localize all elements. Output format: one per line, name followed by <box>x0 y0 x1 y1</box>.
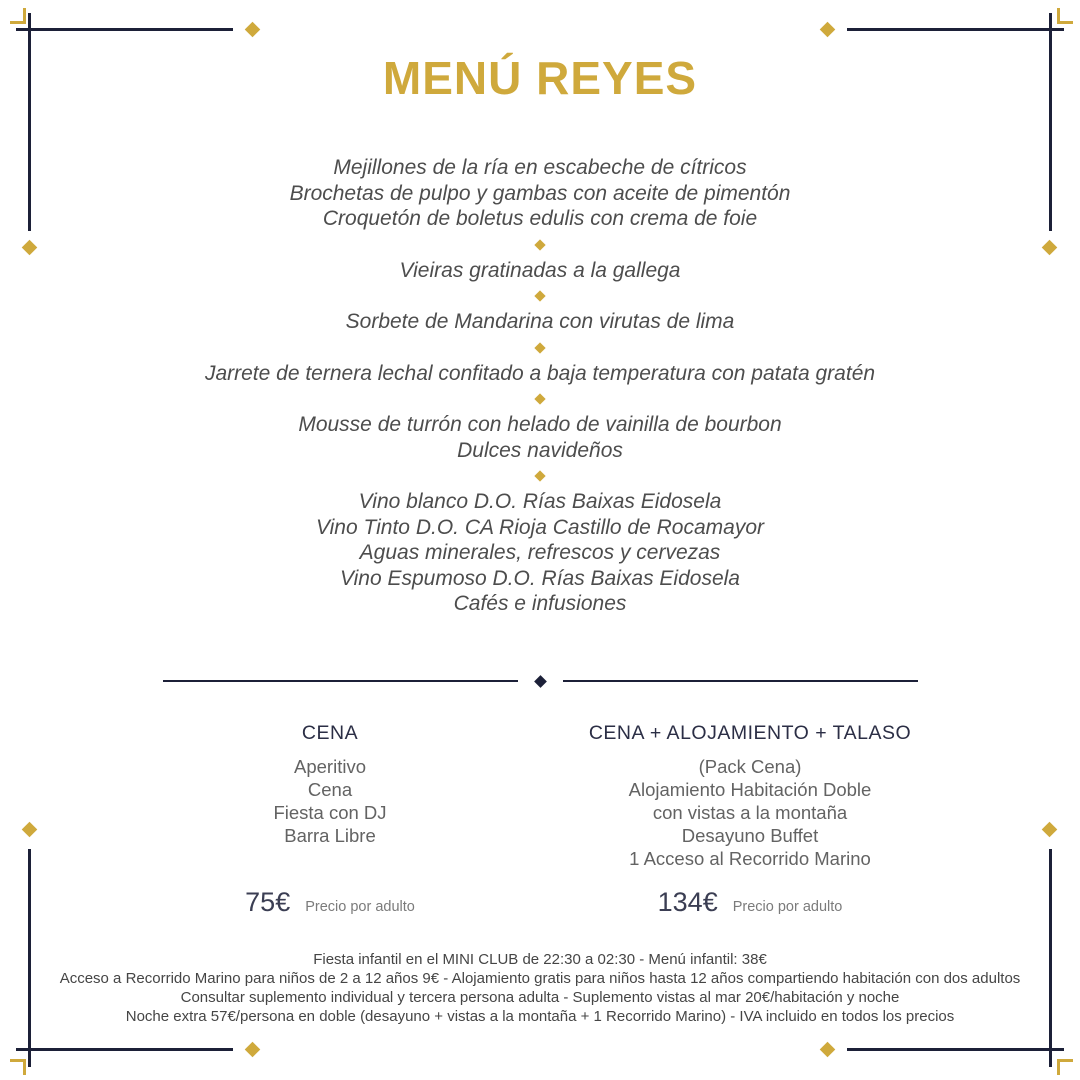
navy-diamond-icon <box>534 675 547 688</box>
page-title: MENÚ REYES <box>382 52 698 104</box>
package-item: Cena <box>307 778 353 800</box>
course-separator-diamond-icon <box>534 393 545 404</box>
course-block <box>0 489 1080 617</box>
footnote-line: Acceso a Recorrido Marino para niños de 2 a 12 años 9€ - Alojamiento gratis para niños hasta 12 años compartiendo habitación con dos adultos <box>59 969 1021 987</box>
course-separator-diamond-icon <box>534 342 545 353</box>
package-item: Alojamiento Habitación Doble <box>628 778 872 800</box>
course-line: Vino Tinto D.O. CA Rioja Castillo de Rocamayor <box>316 515 764 539</box>
footnote-line: Consultar suplemento individual y tercera persona adulta - Suplemento vistas al mar 20€/habitación y noche <box>180 988 900 1006</box>
course-line: Mousse de turrón con helado de vainilla de bourbon <box>298 413 782 436</box>
course-line: Aguas minerales, refrescos y cervezas <box>359 541 721 564</box>
package-item: Aperitivo <box>294 755 366 777</box>
price-value: 75€ <box>245 886 291 917</box>
section-divider <box>0 677 1080 686</box>
divider-line <box>563 680 918 682</box>
course-block <box>0 155 1080 232</box>
course-separator-diamond-icon <box>534 470 545 481</box>
package-column <box>120 722 540 918</box>
package-item: (Pack Cena) <box>698 755 802 777</box>
package-item-list <box>120 755 540 887</box>
course-line: Sorbete de Mandarina con virutas de lima <box>345 310 735 333</box>
price-row <box>540 887 960 918</box>
course-line: Vino Espumoso D.O. Rías Baixas Eidosela <box>340 566 740 590</box>
footnotes <box>0 950 1080 1026</box>
course-line: Jarrete de ternera lechal confitado a baja temperatura con patata gratén <box>204 361 876 385</box>
price-value: 134€ <box>657 886 718 917</box>
course-line: Cafés e infusiones <box>453 592 627 615</box>
package-title: CENA + ALOJAMIENTO + TALASO <box>588 721 912 744</box>
divider-line <box>163 680 518 682</box>
course-block <box>0 361 1080 387</box>
package-item: Barra Libre <box>284 824 376 846</box>
package-item: con vistas a la montaña <box>652 801 848 823</box>
package-title: CENA <box>301 721 359 744</box>
package-item: Desayuno Buffet <box>681 824 819 846</box>
course-block <box>0 412 1080 463</box>
package-columns <box>120 722 960 918</box>
course-line: Croquetón de boletus edulis con crema de foie <box>322 207 758 230</box>
course-line: Vieiras gratinadas a la gallega <box>399 258 681 282</box>
price-label: Precio por adulto <box>732 898 843 915</box>
price-label: Precio por adulto <box>305 898 415 915</box>
price-row <box>120 887 540 918</box>
package-item-list <box>540 755 960 887</box>
course-line: Brochetas de pulpo y gambas con aceite de pimentón <box>289 181 791 205</box>
footnote-line: Fiesta infantil en el MINI CLUB de 22:30 a 02:30 - Menú infantil: 38€ <box>313 950 767 968</box>
package-column <box>540 722 960 918</box>
footnote-line: Noche extra 57€/persona en doble (desayuno + vistas a la montaña + 1 Recorrido Marino) - IVA incluido en todos los precios <box>125 1007 955 1025</box>
course-block <box>0 258 1080 284</box>
course-separator-diamond-icon <box>534 239 545 250</box>
course-block <box>0 309 1080 335</box>
course-list <box>0 155 1080 617</box>
course-separator-diamond-icon <box>534 290 545 301</box>
course-line: Dulces navideños <box>457 438 623 462</box>
package-item: Fiesta con DJ <box>273 801 387 823</box>
course-line: Mejillones de la ría en escabeche de cítricos <box>333 156 747 179</box>
package-item: 1 Acceso al Recorrido Marino <box>629 847 871 869</box>
course-line: Vino blanco D.O. Rías Baixas Eidosela <box>358 490 722 513</box>
